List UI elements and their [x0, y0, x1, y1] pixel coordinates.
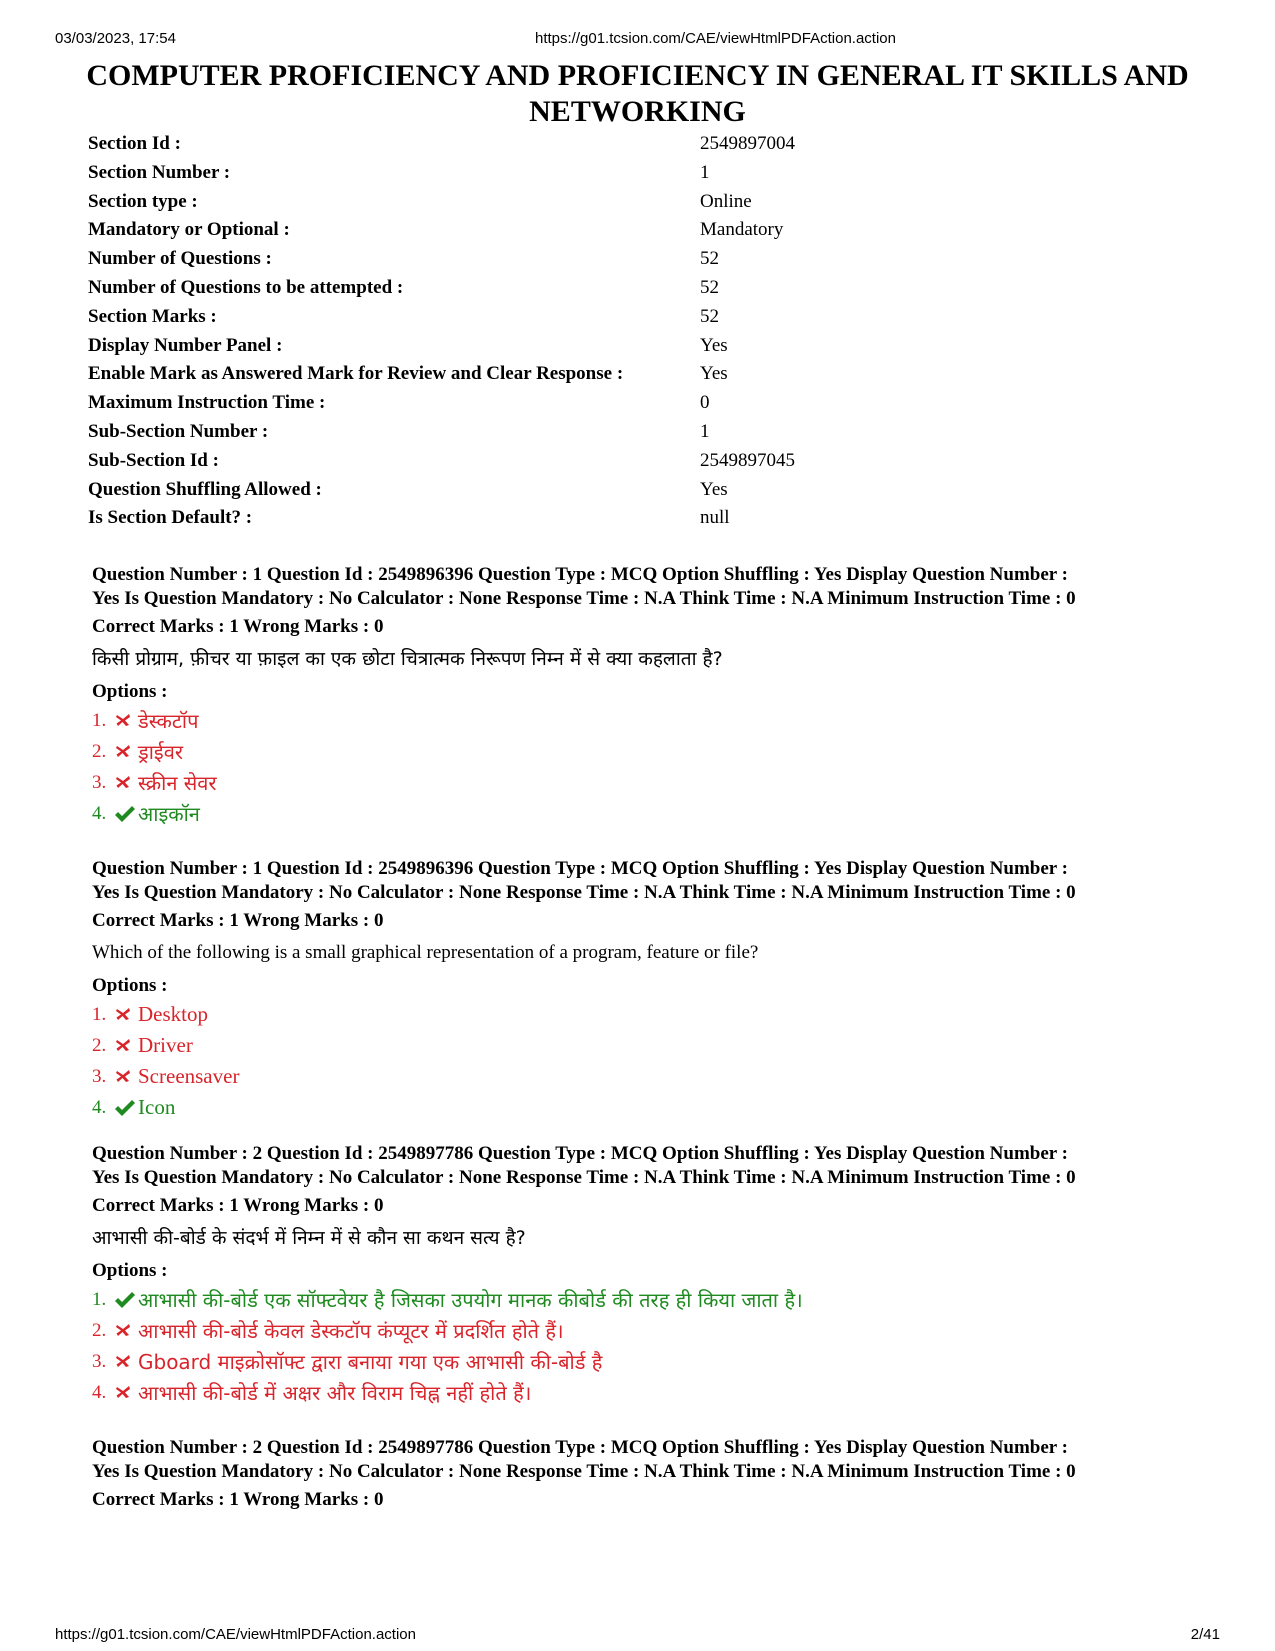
- print-datetime: 03/03/2023, 17:54: [55, 30, 176, 47]
- info-row: [88, 363, 795, 392]
- option-item: [92, 999, 1212, 1030]
- options-label: Options :: [92, 1260, 168, 1281]
- footer-url: https://g01.tcsion.com/CAE/viewHtmlPDFAction.action: [55, 1626, 416, 1643]
- question-meta-line: Question Number : 1 Question Id : 2549896396 Question Type : MCQ Option Shuffling : Yes Display Question Number :: [92, 564, 1068, 585]
- question-meta: [92, 1436, 1212, 1484]
- cross-icon: [114, 1321, 138, 1341]
- cross-icon: [114, 773, 138, 793]
- option-number: 1.: [92, 709, 107, 731]
- option-number: 3.: [92, 1350, 107, 1372]
- question-meta-line: Question Number : 2 Question Id : 2549897786 Question Type : MCQ Option Shuffling : Yes Display Question Number :: [92, 1143, 1068, 1164]
- info-label: Enable Mark as Answered Mark for Review and Clear Response :: [88, 363, 624, 385]
- option-item: [92, 1030, 1212, 1061]
- option-text: आइकॉन: [138, 802, 200, 826]
- options-list: [92, 705, 1212, 829]
- question-block: [92, 563, 1212, 829]
- option-item: [92, 767, 1212, 798]
- question-meta-line: Yes Is Question Mandatory : No Calculator : None Response Time : N.A Think Time : N.A Minimum Instruction Time : 0: [92, 882, 1076, 903]
- info-value: 2549897004: [700, 133, 795, 154]
- info-row: [88, 421, 795, 450]
- info-label: Sub-Section Number :: [88, 420, 269, 442]
- question-block: [92, 857, 1212, 1123]
- question-meta-line: Yes Is Question Mandatory : No Calculator : None Response Time : N.A Think Time : N.A Minimum Instruction Time : 0: [92, 1461, 1076, 1482]
- info-value: 1: [700, 420, 710, 442]
- option-number: 1.: [92, 1003, 107, 1025]
- info-row: [88, 479, 795, 508]
- option-text: Driver: [138, 1033, 193, 1057]
- option-text: Icon: [138, 1095, 176, 1119]
- option-number: 1.: [92, 1288, 107, 1310]
- option-number: 2.: [92, 1319, 107, 1341]
- option-item: [92, 1284, 1212, 1315]
- info-row: [88, 507, 795, 536]
- option-text: Gboard माइक्रोसॉफ्ट द्वारा बनाया गया एक आभासी की-बोर्ड है: [138, 1350, 603, 1374]
- option-item: [92, 1377, 1212, 1408]
- info-label: Number of Questions :: [88, 248, 272, 270]
- info-label: Section Number :: [88, 161, 231, 183]
- info-value: Yes: [700, 478, 728, 500]
- info-value: 0: [700, 392, 710, 414]
- cross-icon: [114, 742, 138, 762]
- option-item: [92, 705, 1212, 736]
- cross-icon: [114, 1036, 138, 1056]
- info-row: [88, 133, 795, 162]
- question-marks: Correct Marks : 1 Wrong Marks : 0: [92, 910, 384, 931]
- option-text: ड्राईवर: [138, 740, 183, 764]
- question-marks: Correct Marks : 1 Wrong Marks : 0: [92, 616, 384, 637]
- info-row: [88, 450, 795, 479]
- question-meta: [92, 857, 1212, 905]
- info-label: Question Shuffling Allowed :: [88, 478, 322, 500]
- question-meta-line: Question Number : 2 Question Id : 2549897786 Question Type : MCQ Option Shuffling : Yes Display Question Number :: [92, 1437, 1068, 1458]
- info-row: [88, 219, 795, 248]
- cross-icon: [114, 711, 138, 731]
- question-block: [92, 1436, 1212, 1512]
- option-text: Screensaver: [138, 1064, 240, 1088]
- options-label: Options :: [92, 681, 168, 702]
- options-list: [92, 999, 1212, 1123]
- options-label: Options :: [92, 975, 168, 996]
- info-value: 52: [700, 276, 719, 298]
- cross-icon: [114, 1352, 138, 1372]
- info-value: Yes: [700, 363, 728, 385]
- option-number: 3.: [92, 1065, 107, 1087]
- option-text: स्क्रीन सेवर: [138, 771, 217, 795]
- section-title: COMPUTER PROFICIENCY AND PROFICIENCY IN GENERAL IT SKILLS AND NETWORKING: [86, 59, 1189, 128]
- info-label: Display Number Panel :: [88, 334, 283, 356]
- info-row: [88, 248, 795, 277]
- option-item: [92, 1061, 1212, 1092]
- option-item: [92, 1315, 1212, 1346]
- cross-icon: [114, 1383, 138, 1403]
- option-text: आभासी की-बोर्ड में अक्षर और विराम चिह्न नहीं होते हैं।: [138, 1381, 532, 1405]
- info-value: Mandatory: [700, 219, 784, 241]
- info-label: Section Id :: [88, 133, 181, 154]
- option-number: 3.: [92, 771, 107, 793]
- info-value: Yes: [700, 334, 728, 356]
- page-number: 2/41: [1190, 1626, 1220, 1643]
- option-item: [92, 798, 1212, 829]
- info-label: Is Section Default? :: [88, 507, 253, 529]
- info-row: [88, 306, 795, 335]
- question-block: [92, 1142, 1212, 1408]
- cross-icon: [114, 1067, 138, 1087]
- option-number: 2.: [92, 1034, 107, 1056]
- info-row: [88, 191, 795, 220]
- info-value: Online: [700, 190, 752, 212]
- print-url: https://g01.tcsion.com/CAE/viewHtmlPDFAction.action: [535, 30, 896, 47]
- info-label: Section type :: [88, 190, 198, 212]
- option-number: 4.: [92, 1096, 107, 1118]
- option-item: [92, 1092, 1212, 1123]
- question-marks: Correct Marks : 1 Wrong Marks : 0: [92, 1489, 384, 1510]
- cross-icon: [114, 1005, 138, 1025]
- question-meta: [92, 563, 1212, 611]
- question-meta-line: Question Number : 1 Question Id : 2549896396 Question Type : MCQ Option Shuffling : Yes Display Question Number :: [92, 858, 1068, 879]
- option-text: डेस्कटॉप: [138, 709, 199, 733]
- question-meta-line: Yes Is Question Mandatory : No Calculator : None Response Time : N.A Think Time : N.A Minimum Instruction Time : 0: [92, 1167, 1076, 1188]
- question-text: आभासी की-बोर्ड के संदर्भ में निम्न में से कौन सा कथन सत्य है?: [92, 1227, 526, 1249]
- question-marks: Correct Marks : 1 Wrong Marks : 0: [92, 1195, 384, 1216]
- info-row: [88, 335, 795, 364]
- info-label: Number of Questions to be attempted :: [88, 276, 404, 298]
- info-label: Sub-Section Id :: [88, 449, 219, 471]
- check-icon: [114, 1098, 138, 1118]
- option-text: आभासी की-बोर्ड एक सॉफ्टवेयर है जिसका उपयोग मानक कीबोर्ड की तरह ही किया जाता है।: [138, 1288, 803, 1312]
- info-value: null: [700, 507, 730, 529]
- question-text: किसी प्रोग्राम, फ़ीचर या फ़ाइल का एक छोटा चित्रात्मक निरूपण निम्न में से क्या कहलाता है?: [92, 648, 723, 670]
- info-row: [88, 162, 795, 191]
- info-label: Section Marks :: [88, 305, 217, 327]
- info-value: 52: [700, 305, 719, 327]
- option-item: [92, 736, 1212, 767]
- question-meta: [92, 1142, 1212, 1190]
- info-row: [88, 277, 795, 306]
- option-number: 4.: [92, 802, 107, 824]
- info-value: 52: [700, 248, 719, 270]
- option-item: [92, 1346, 1212, 1377]
- check-icon: [114, 804, 138, 824]
- options-list: [92, 1284, 1212, 1408]
- info-value: 1: [700, 161, 710, 183]
- option-number: 4.: [92, 1381, 107, 1403]
- info-label: Mandatory or Optional :: [88, 219, 290, 241]
- option-text: Desktop: [138, 1002, 208, 1026]
- question-text: Which of the following is a small graphical representation of a program, feature or file?: [92, 942, 759, 963]
- section-info-table: [88, 133, 795, 536]
- check-icon: [114, 1290, 138, 1310]
- option-number: 2.: [92, 740, 107, 762]
- info-value: 2549897045: [700, 449, 795, 471]
- info-label: Maximum Instruction Time :: [88, 392, 326, 414]
- question-meta-line: Yes Is Question Mandatory : No Calculator : None Response Time : N.A Think Time : N.A Minimum Instruction Time : 0: [92, 588, 1076, 609]
- info-row: [88, 392, 795, 421]
- option-text: आभासी की-बोर्ड केवल डेस्कटॉप कंप्यूटर में प्रदर्शित होते हैं।: [138, 1319, 564, 1343]
